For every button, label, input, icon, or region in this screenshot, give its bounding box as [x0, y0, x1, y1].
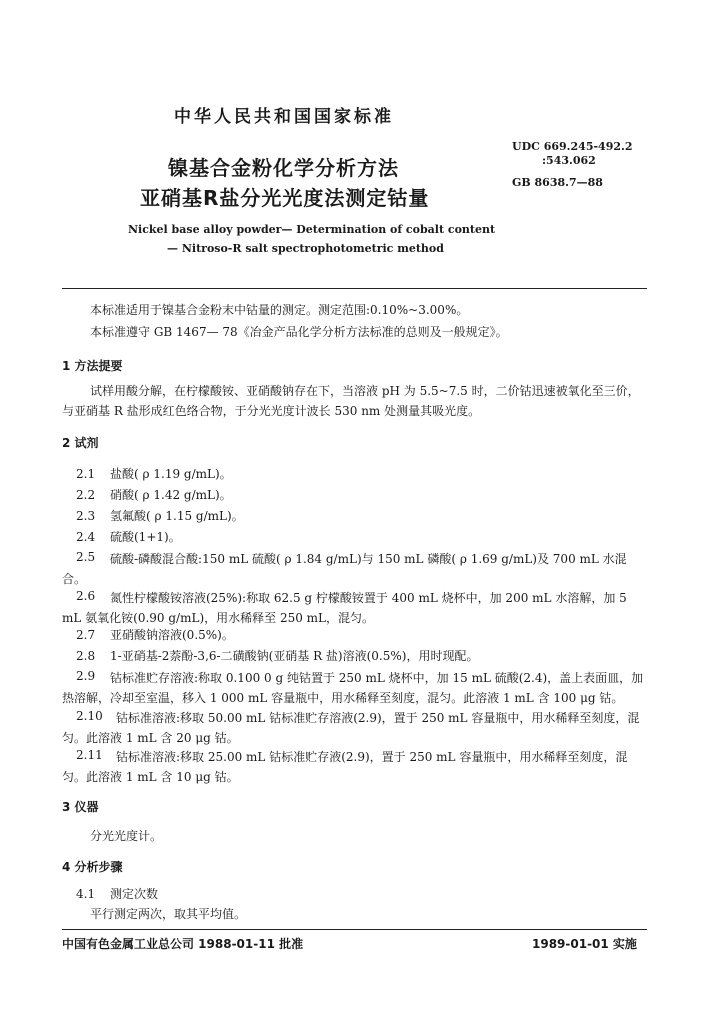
item-num: 2.10: [76, 709, 103, 723]
footer-divider: [62, 929, 647, 930]
intro-paragraph-2: 本标准遵守 GB 1467— 78《冶金产品化学分析方法标准的总则及一般规定》。: [90, 325, 508, 339]
item-num: 2.8: [76, 649, 96, 663]
section-4-1-number: 4.1: [76, 887, 96, 901]
item-num: 2.6: [76, 589, 96, 603]
section-1-text: 试样用酸分解，在柠檬酸铵、亚硝酸钠存在下，当溶液 pH 为 5.5~7.5 时，二价钴迅速被氧化至三价，与亚硝基 R 盐形成红色络合物，于分光光度计波长 530 nm 处测量其吸光度。: [62, 384, 640, 418]
gb-number: GB 8638.7—88: [512, 176, 603, 189]
item-num: 2.5: [76, 550, 96, 564]
item-text: 钴标准贮存溶液:称取 0.100 0 g 纯钴置于 250 mL 烧杯中，加 15 mL 硫酸(2.4)，盖上表面皿，加热溶解，冷却至室温，移入 1 000 mL 容量瓶中，用水稀释至刻度，混匀。此溶液 1 mL 含 100 μg 钴。: [62, 671, 644, 705]
item-text: 亚硝酸钠溶液(0.5%)。: [110, 628, 234, 642]
item-num: 2.1: [76, 467, 96, 481]
item-text: 盐酸( ρ 1.19 g/mL)。: [110, 467, 232, 481]
section-3-heading: 3 仪器: [62, 800, 99, 814]
title-en-line2: — Nitroso-R salt spectrophotometric method: [167, 242, 444, 255]
item-num: 2.7: [76, 628, 96, 642]
item-num: 2.9: [76, 669, 96, 683]
item-num: 2.3: [76, 509, 96, 523]
section-2-heading: 2 试剂: [62, 436, 99, 450]
item-text: 硫酸(1+1)。: [110, 530, 181, 544]
title-zh-line1: 镍基合金粉化学分析方法: [168, 156, 399, 180]
header-divider: [62, 288, 647, 289]
item-num: 2.11: [76, 748, 103, 762]
national-standard-label: 中华人民共和国国家标准: [174, 107, 394, 127]
section-4-1-title: 测定次数: [110, 887, 159, 901]
title-zh-line2: 亚硝基R盐分光光度法测定钴量: [140, 186, 430, 210]
section-4-1-text: 平行测定两次，取其平均值。: [90, 907, 247, 921]
effective-date: 1989-01-01 实施: [532, 937, 637, 951]
item-text: 1-亚硝基-2萘酚-3,6-二磺酸钠(亚硝基 R 盐)溶液(0.5%)，用时现配。: [110, 649, 479, 663]
udc-line2: :543.062: [542, 154, 596, 167]
section-3-text: 分光光度计。: [90, 829, 163, 843]
item-num: 2.4: [76, 530, 96, 544]
item-text: 钴标准溶液:移取 25.00 mL 钴标准贮存液(2.9)，置于 250 mL 容量瓶中，用水稀释至刻度，混匀。此溶液 1 mL 含 10 μg 钴。: [62, 750, 628, 784]
section-4-heading: 4 分析步骤: [62, 860, 123, 874]
intro-paragraph-1: 本标准适用于镍基合金粉末中钴量的测定。测定范围:0.10%~3.00%。: [90, 303, 469, 317]
udc-line1: UDC 669.245-492.2: [512, 140, 633, 153]
item-text: 硫酸-磷酸混合酸:150 mL 硫酸( ρ 1.84 g/mL)与 150 mL 磷酸( ρ 1.69 g/mL)及 700 mL 水混合。: [62, 552, 627, 586]
item-text: 钴标准溶液:移取 50.00 mL 钴标准贮存溶液(2.9)，置于 250 mL 容量瓶中，用水稀释至刻度，混匀。此溶液 1 mL 含 20 μg 钴。: [62, 711, 640, 745]
item-text: 硝酸( ρ 1.42 g/mL)。: [110, 488, 232, 502]
item-num: 2.2: [76, 488, 96, 502]
item-text: 氮性柠檬酸铵溶液(25%):称取 62.5 g 柠檬酸铵置于 400 mL 烧杯中，加 200 mL 水溶解，加 5 mL 氨氧化铵(0.90 g/mL)，用水稀释至 250 mL，混匀。: [62, 591, 627, 625]
section-1-heading: 1 方法提要: [62, 359, 123, 373]
title-en-line1: Nickel base alloy powder— Determination of cobalt content: [128, 223, 496, 236]
approval-text: 中国有色金属工业总公司 1988-01-11 批准: [62, 937, 304, 951]
item-text: 氢氟酸( ρ 1.15 g/mL)。: [110, 509, 244, 523]
